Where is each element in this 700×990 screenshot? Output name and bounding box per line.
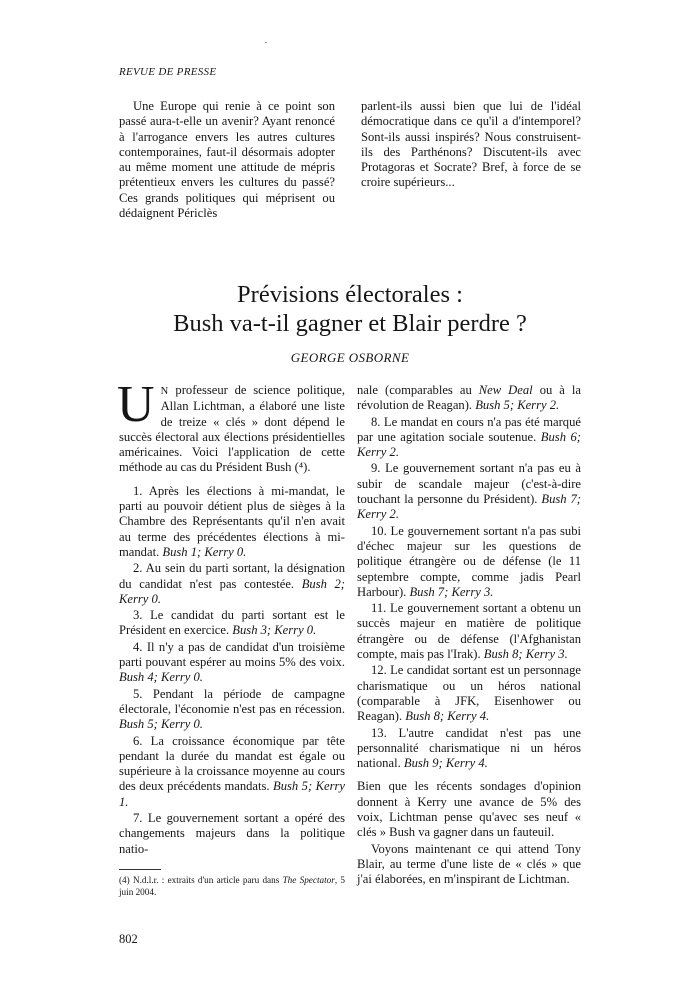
key-text: 4. Il n'y a pas de candidat d'un troisième parti pouvant espérer au moins 5% des voix. — [119, 639, 345, 670]
key-text: 5. Pendant la période de campagne électorale, l'économie n'est pas en récession. — [119, 686, 345, 716]
key-7-continued-before: nale (comparables au — [357, 383, 479, 397]
key-7-continued-after: ou à la révolution de Reagan). — [357, 383, 582, 413]
key-item — [119, 734, 345, 810]
drop-cap: U — [117, 376, 155, 433]
article-left-column — [117, 376, 345, 857]
article-author: GEORGE OSBORNE — [290, 350, 410, 365]
key-text: 2. Au sein du parti sortant, la désignation du candidat n'est pas contestée. — [119, 561, 345, 591]
intro-first-letter: N — [160, 386, 169, 397]
scan-mark — [265, 42, 267, 43]
key-score: Bush 7; Kerry 3. — [409, 584, 494, 599]
key-score: Bush 1; Kerry 0. — [162, 544, 247, 559]
key-score: Bush 8; Kerry 3. — [483, 647, 568, 662]
running-head: REVUE DE PRESSE — [119, 66, 217, 78]
article-title — [100, 280, 600, 338]
footnote — [119, 874, 345, 898]
key-item — [119, 811, 345, 857]
key-score: Bush 6; Kerry 2. — [357, 429, 581, 460]
key-item — [357, 726, 581, 772]
key-score: Bush 4; Kerry 0. — [119, 670, 203, 685]
footnote-rule — [119, 869, 161, 870]
page-number: 802 — [119, 932, 138, 946]
key-text: 13. L'autre candidat n'est pas une personnalité charismatique ni un héros national. — [357, 725, 581, 771]
key-item — [119, 484, 345, 560]
key-text: 1. Après les élections à mi-mandat, le parti au pouvoir détient plus de sièges à la Chambre des Représentants qu'il n'en avait au terme des précédentes élections à mi-mandat. — [119, 483, 345, 559]
previous-article-left-text: Une Europe qui renie à ce point son passé aura-t-elle un avenir? Ayant renoncé à l'arrogance envers les autres cultures contemporaines, faut-il désormais adopter au même moment une attitude de mépris prétentieux envers les cultures du passé? Ces grands politiques qui méprisent ou dédaignent Périclès — [119, 99, 335, 221]
key-score: Bush 9; Kerry 4. — [403, 756, 488, 771]
key-item — [119, 687, 345, 733]
key-item — [357, 461, 581, 522]
intro-text: professeur de science politique, Allan Lichtman, a élaboré une liste de treize « clés » dont dépend le succès électoral aux élections présidentielles américaines. Voici l'application de cette méthode au cas du Président Bush (⁴). — [119, 383, 345, 475]
intro-paragraph — [117, 376, 345, 476]
key-text: 11. Le gouvernement sortant a obtenu un succès majeur en matière de politique étrangère ou de défense (l'Afghanistan compte, mais pas l'Irak). — [357, 601, 581, 662]
key-score: Bush 8; Kerry 4. — [405, 709, 490, 724]
article-title-line-2: Bush va-t-il gagner et Blair perdre ? — [173, 310, 527, 337]
article-title-line-1: Prévisions électorales : — [237, 281, 463, 308]
key-score: Bush 5; Kerry 1. — [119, 779, 345, 809]
key-item-continued — [357, 383, 581, 414]
conclusion-paragraph: Bien que les récents sondages d'opinion donnent à Kerry une avance de 5% des voix, Lichtman pense qu'avec ses neuf « clés » Bush va gagner dans un fauteuil. — [357, 779, 581, 840]
key-7-continued-italic: New Deal — [478, 383, 533, 397]
key-text: 10. Le gouvernement sortant n'a pas subi d'échec majeur sur les questions de politique étrangère ou de défense (le 11 septembre compte, comme jadis Pearl Harbour). — [357, 523, 581, 599]
key-text: 3. Le candidat du parti sortant est le Président en exercice. — [119, 608, 345, 638]
key-item — [357, 524, 581, 600]
key-text: 9. Le gouvernement sortant n'a pas eu à subir de scandale majeur (c'est-à-dire touchant la personne du Président). — [357, 461, 581, 507]
key-score: Bush 3; Kerry 0. — [232, 623, 317, 638]
key-score: Bush 5; Kerry 0. — [119, 717, 203, 732]
key-text: 7. Le gouvernement sortant a opéré des changements majeurs dans la politique natio- — [119, 811, 345, 856]
key-score: Bush 2; Kerry 0. — [119, 576, 345, 606]
key-item — [119, 561, 345, 607]
footnote-italic: The Spectator — [282, 875, 335, 885]
key-text: 8. Le mandat en cours n'a pas été marqué par une agitation sociale soutenue. — [357, 414, 581, 444]
key-item — [357, 601, 581, 662]
previous-article-right-column — [361, 99, 581, 191]
key-item — [119, 608, 345, 639]
footnote-before: (4) N.d.l.r. : extraits d'un article paru dans — [119, 875, 283, 885]
previous-article-left-column — [119, 99, 335, 221]
key-text: 12. Le candidat sortant est un personnage charismatique ou un héros national (comparable à JFK, Eisenhower ou Reagan). — [357, 663, 581, 724]
conclusion-paragraph: Voyons maintenant ce qui attend Tony Blair, au terme d'une liste de « clés » que j'ai élaborées, en m'inspirant de Lichtman. — [357, 841, 581, 887]
key-score: Bush 7; Kerry 2. — [357, 492, 581, 522]
key-text: 6. La croissance économique par tête pendant la durée du mandat est égale ou supérieure à la croissance moyenne au cours des deux précédents mandats. — [119, 733, 345, 794]
key-item — [119, 640, 345, 686]
key-item — [357, 415, 581, 461]
key-item — [357, 663, 581, 724]
previous-article-right-text: parlent-ils aussi bien que lui de l'idéal démocratique dans ce qu'il a d'intemporel? Sont-ils aussi inspirés? Nous construisent-ils des Parthénons? Discutent-ils avec Protagoras et Socrate? Bref, à force de se croire supérieurs... — [361, 99, 581, 190]
key-score: Bush 5; Kerry 2. — [475, 398, 560, 413]
footnote-after: , 5 juin 2004. — [119, 875, 345, 897]
article-right-column — [357, 383, 581, 888]
